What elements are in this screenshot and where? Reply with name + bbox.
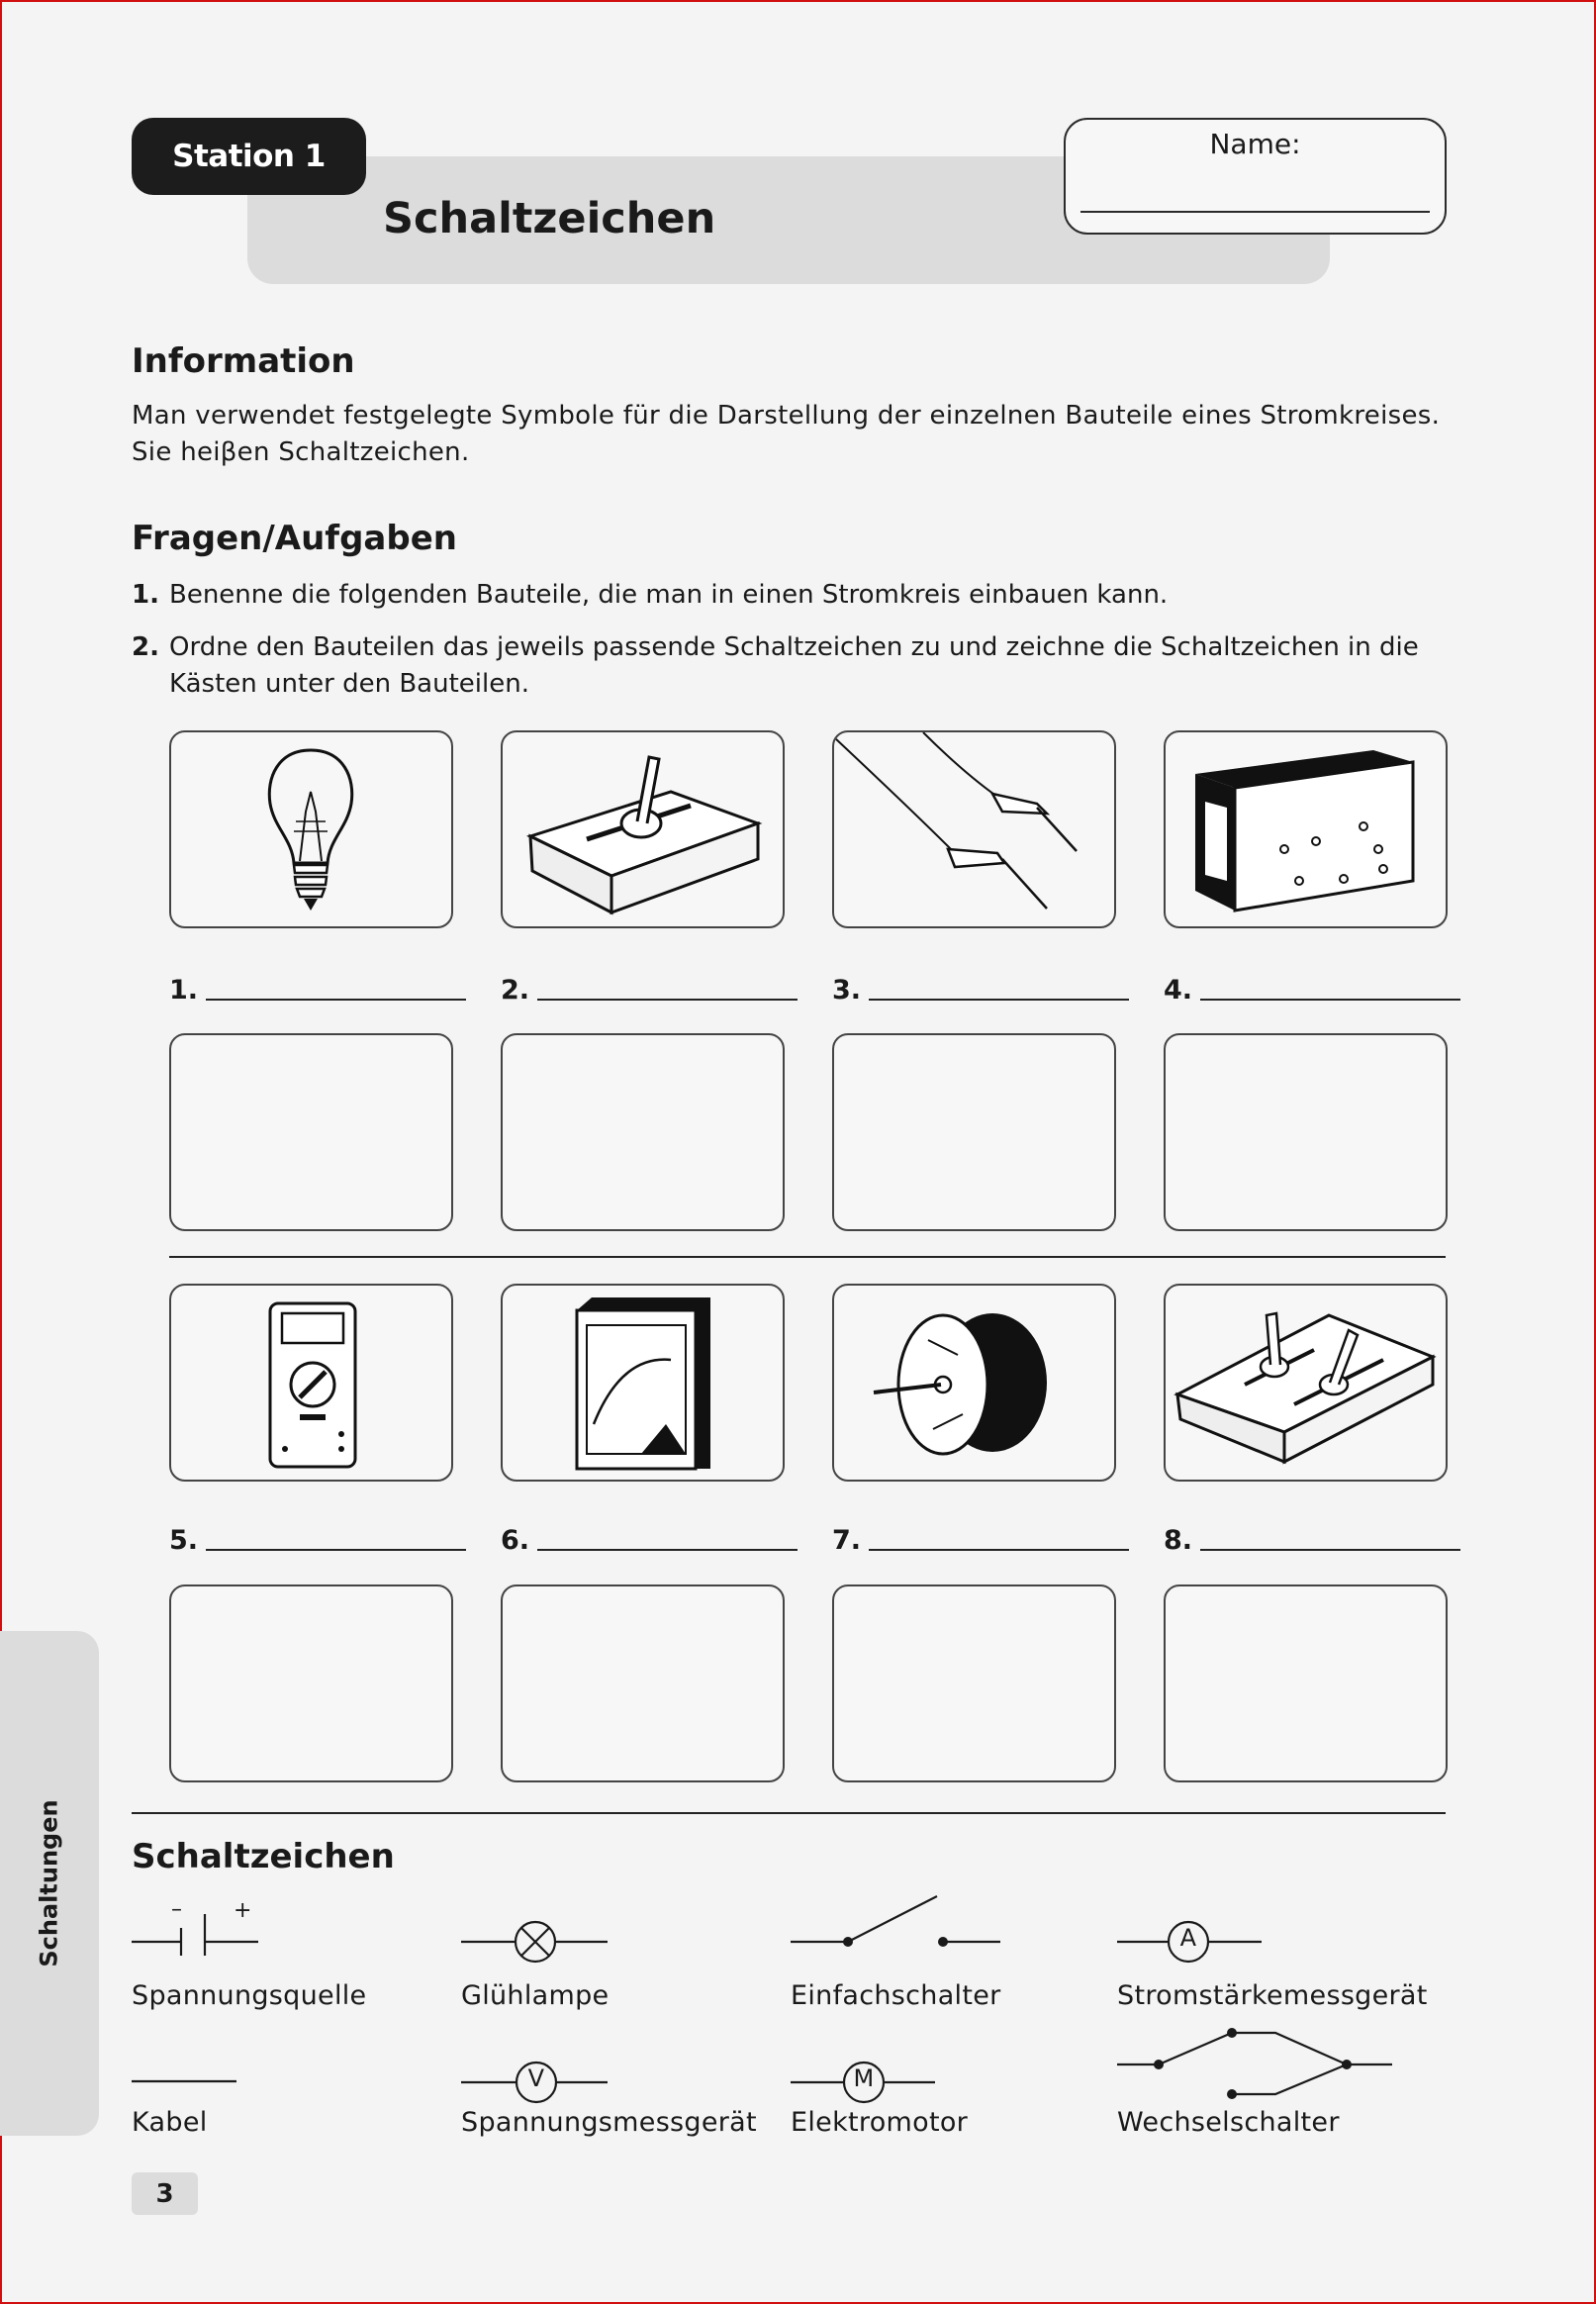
task-1-number: 1.	[132, 580, 159, 610]
component-image-4	[1164, 730, 1448, 928]
legend-label-gluehlampe: Glühlampe	[461, 1980, 610, 2011]
answer-number-5: 5.	[169, 1525, 199, 1556]
component-image-6	[501, 1284, 785, 1482]
answer-number-3: 3.	[832, 975, 862, 1006]
legend-label-kabel: Kabel	[132, 2107, 208, 2138]
answer-line-6[interactable]	[501, 1516, 798, 1556]
answer-line-4[interactable]	[1164, 966, 1460, 1006]
task-2-text-line-2: Kästen unter den Bauteilen.	[169, 669, 529, 699]
tasks-heading: Fragen/Aufgaben	[132, 519, 457, 558]
drawing-box-1[interactable]	[169, 1033, 453, 1231]
answer-number-1: 1.	[169, 975, 199, 1006]
answer-number-8: 8.	[1164, 1525, 1193, 1556]
changeover-switch-symbol-icon	[1117, 2025, 1394, 2104]
legend-label-einfachschalter: Einfachschalter	[791, 1980, 1001, 2011]
legend-label-spannungsquelle: Spannungsquelle	[132, 1980, 367, 2011]
legend-divider	[132, 1812, 1446, 1814]
divider	[169, 1256, 1446, 1258]
wire-symbol-icon	[132, 2076, 240, 2086]
task-1	[132, 577, 1446, 614]
drawing-box-5[interactable]	[169, 1584, 453, 1782]
answer-number-7: 7.	[832, 1525, 862, 1556]
component-image-3	[832, 730, 1116, 928]
legend-label-stromstaerkemessgeraet: Stromstärkemessgerät	[1117, 1980, 1428, 2011]
answer-line-3[interactable]	[832, 966, 1129, 1006]
voltmeter-letter: V	[527, 2064, 545, 2092]
answer-line-5[interactable]	[169, 1516, 466, 1556]
power-supply-icon	[1166, 732, 1446, 926]
answer-number-6: 6.	[501, 1525, 530, 1556]
answer-line-1[interactable]	[169, 966, 466, 1006]
toggle-switch-icon	[503, 732, 783, 926]
ammeter-letter: A	[1179, 1924, 1197, 1952]
answer-line-2[interactable]	[501, 966, 798, 1006]
component-image-2	[501, 730, 785, 928]
lamp-symbol-icon	[461, 1918, 610, 1966]
cables-icon	[834, 732, 1114, 926]
component-image-7	[832, 1284, 1116, 1482]
drawing-box-7[interactable]	[832, 1584, 1116, 1782]
information-heading: Information	[132, 341, 355, 381]
light-bulb-icon	[171, 732, 451, 926]
component-image-5	[169, 1284, 453, 1482]
motor-letter: M	[853, 2064, 875, 2092]
task-1-text: Benenne die folgenden Bauteile, die man in einen Stromkreis einbauen kann.	[169, 580, 1169, 610]
switch-symbol-icon	[791, 1894, 1003, 1966]
legend-label-elektromotor: Elektromotor	[791, 2107, 969, 2138]
minus-sign: –	[171, 1897, 183, 1922]
chapter-tab-label-wrap	[0, 1631, 99, 2136]
station-badge: Station 1	[132, 118, 366, 195]
electric-motor-icon	[834, 1286, 1114, 1480]
legend-label-wechselschalter: Wechselschalter	[1117, 2107, 1340, 2138]
information-text-line-1: Man verwendet festgelegte Symbole für die Darstellung der einzelnen Bauteile eines Stromkreises.	[132, 401, 1441, 431]
legend-heading: Schaltzeichen	[132, 1837, 395, 1876]
information-text	[132, 398, 1446, 471]
ammeter-icon	[503, 1286, 783, 1480]
task-2-text-line-1: Ordne den Bauteilen das jeweils passende Schaltzeichen zu und zeichne die Schaltzeichen in die	[169, 632, 1419, 662]
page-title: Schaltzeichen	[383, 194, 716, 243]
answer-line-8[interactable]	[1164, 1516, 1460, 1556]
component-image-1	[169, 730, 453, 928]
name-label: Name:	[1209, 128, 1301, 160]
page-number: 3	[132, 2172, 198, 2215]
legend-label-spannungsmessgeraet: Spannungsmessgerät	[461, 2107, 757, 2138]
task-2	[132, 629, 1446, 703]
information-text-line-2: Sie heiβen Schaltzeichen.	[132, 437, 470, 467]
drawing-box-4[interactable]	[1164, 1033, 1448, 1231]
changeover-switch-icon	[1166, 1286, 1446, 1480]
plus-sign: +	[234, 1898, 252, 1923]
answer-number-2: 2.	[501, 975, 530, 1006]
name-field-box	[1064, 118, 1447, 235]
name-input-line[interactable]	[1080, 211, 1430, 213]
component-image-8	[1164, 1284, 1448, 1482]
chapter-tab-label: Schaltungen	[36, 1799, 63, 1968]
multimeter-icon	[171, 1286, 451, 1480]
answer-number-4: 4.	[1164, 975, 1193, 1006]
drawing-box-3[interactable]	[832, 1033, 1116, 1231]
answer-line-7[interactable]	[832, 1516, 1129, 1556]
drawing-box-2[interactable]	[501, 1033, 785, 1231]
task-2-number: 2.	[132, 632, 159, 662]
drawing-box-6[interactable]	[501, 1584, 785, 1782]
drawing-box-8[interactable]	[1164, 1584, 1448, 1782]
